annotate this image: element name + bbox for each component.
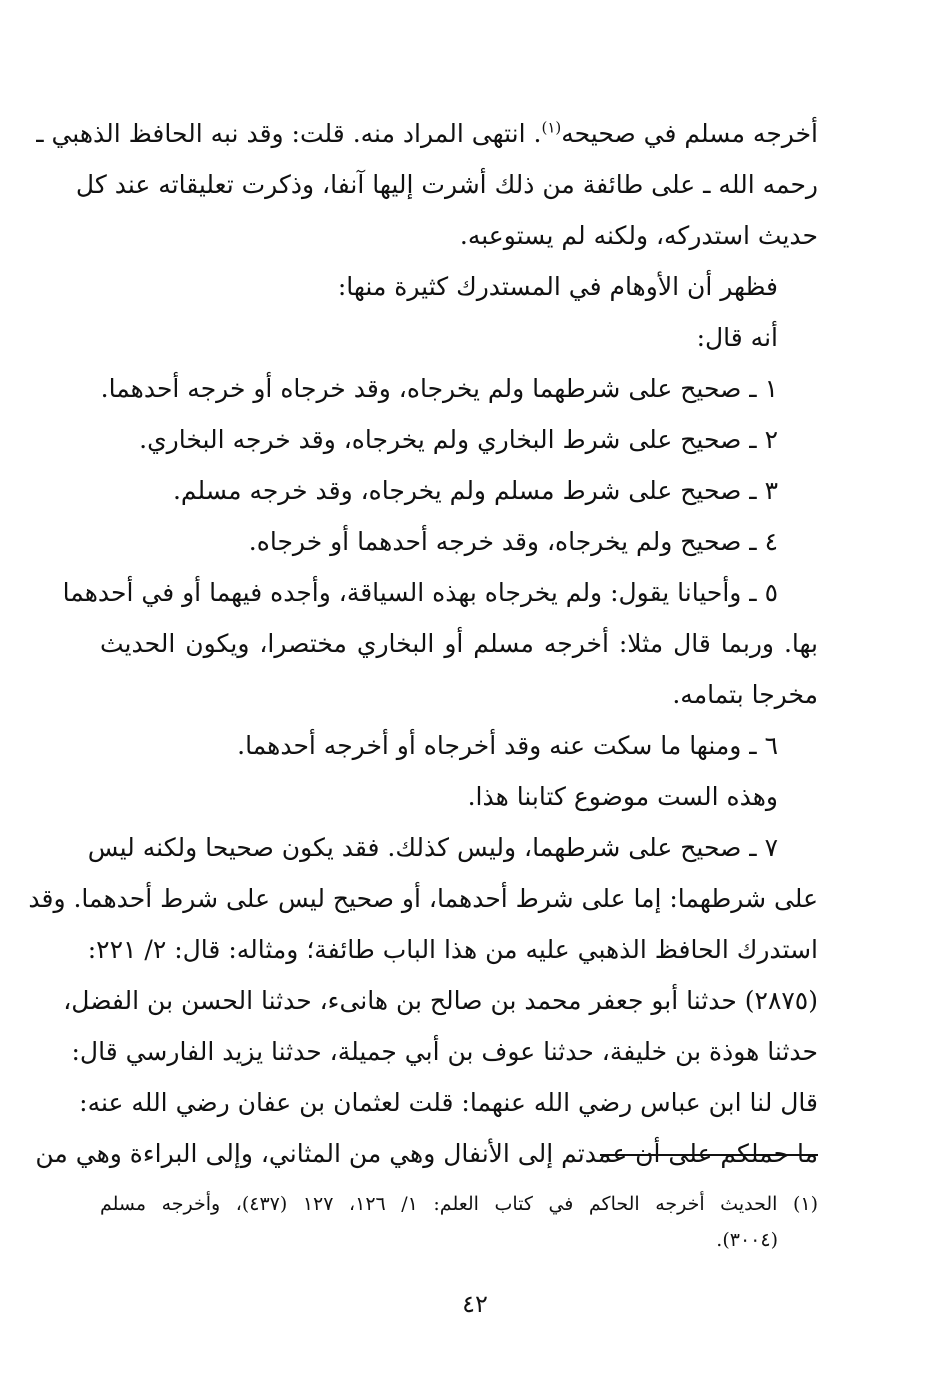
list-item: ٢ ـ صحيح على شرط البخاري ولم يخرجاه، وقد خرجه البخاري. [139,425,778,454]
main-text [28,108,818,1179]
text-line: أنه قال: [696,323,778,352]
text-run: أخرجه مسلم في صحيحه [561,119,818,148]
page-number: ٤٢ [462,1290,488,1318]
text-run: . انتهى المراد منه. قلت: وقد نبه الحافظ الذهبي ـ [36,119,542,148]
text-line: بها. وربما قال مثلا: أخرجه مسلم أو البخاري مختصرا، ويكون الحديث [100,629,818,658]
text-line: على شرطهما: إما على شرط أحدهما، أو صحيح ليس على شرط أحدهما. وقد [28,884,818,913]
paragraph-heading: فظهر أن الأوهام في المستدرك كثيرة منها: [337,272,778,301]
footnote-separator [600,1154,818,1156]
text-line: حديث استدركه، ولكنه لم يستوعبه. [459,221,818,250]
footnote-reference[interactable]: (١) [541,118,562,137]
list-item: ١ ـ صحيح على شرطهما ولم يخرجاه، وقد خرجاه أو خرجه أحدهما. [100,374,778,403]
text-line: حدثنا هوذة بن خليفة، حدثنا عوف بن أبي جميلة، حدثنا يزيد الفارسي قال: [71,1037,818,1066]
text-line: قال لنا ابن عباس رضي الله عنهما: قلت لعثمان بن عفان رضي الله عنه: [79,1088,818,1117]
text-line [36,108,818,159]
text-line: وهذه الست موضوع كتابنا هذا. [467,782,778,811]
list-item: ٦ ـ ومنها ما سكت عنه وقد أخرجاه أو أخرجه أحدهما. [237,731,778,760]
text-line: مخرجا بتمامه. [672,680,818,709]
text-line: ما حملكم على أن عمدتم إلى الأنفال وهي من المثاني، وإلى البراءة وهي من [35,1139,818,1168]
list-item: ٣ ـ صحيح على شرط مسلم ولم يخرجاه، وقد خرجه مسلم. [172,476,778,505]
footnote-line: (١) الحديث أخرجه الحاكم في كتاب العلم: ١/ ١٢٦، ١٢٧ (٤٣٧)، وأخرجه مسلم [100,1193,818,1215]
text-line: استدرك الحافظ الذهبي عليه من هذا الباب طائفة؛ ومثاله: قال: ٢/ ٢٢١: [87,935,818,964]
list-item: ٤ ـ صحيح ولم يخرجاه، وقد خرجه أحدهما أو خرجاه. [248,527,778,556]
list-item: ٥ ـ وأحيانا يقول: ولم يخرجاه بهذه السياقة، وأجده فيهما أو في أحدهما [62,578,778,607]
text-line: رحمه الله ـ على طائفة من ذلك أشرت إليها آنفا، وذكرت تعليقاته عند كل [75,170,818,199]
text-line: (٢٨٧٥) حدثنا أبو جعفر محمد بن صالح بن هانىء، حدثنا الحسن بن الفضل، [63,986,818,1015]
footnote-line: (٣٠٠٤). [716,1229,778,1251]
footnotes [100,1186,818,1258]
list-item: ٧ ـ صحيح على شرطهما، وليس كذلك. فقد يكون صحيحا ولكنه ليس [87,833,778,862]
